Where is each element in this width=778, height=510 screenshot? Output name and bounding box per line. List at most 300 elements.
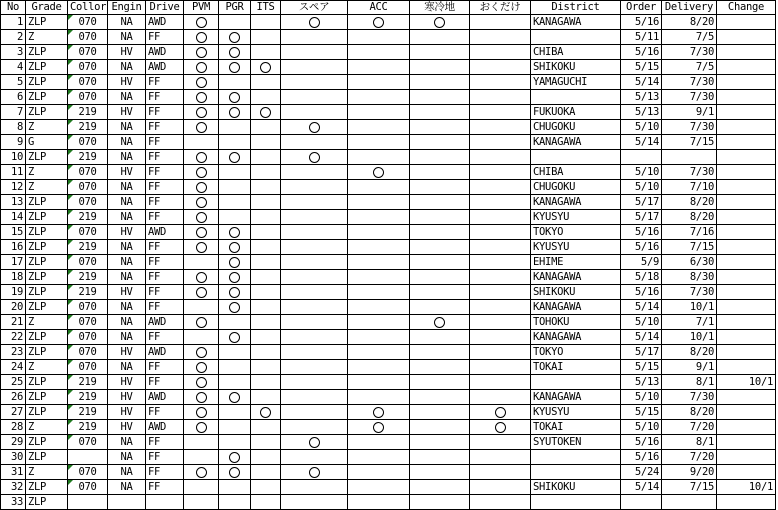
district-cell[interactable]: SHIKOKU — [531, 480, 621, 495]
district-cell[interactable]: TOHOKU — [531, 315, 621, 330]
pvm-cell[interactable] — [184, 225, 219, 240]
okudake-cell[interactable] — [470, 225, 531, 240]
cold-region-cell[interactable] — [410, 495, 470, 510]
pgr-cell[interactable] — [219, 465, 251, 480]
row-number-cell[interactable]: 8 — [1, 120, 26, 135]
pvm-cell[interactable] — [184, 120, 219, 135]
its-header[interactable]: ITS — [251, 1, 281, 15]
spare-cell[interactable] — [281, 360, 348, 375]
district-cell[interactable] — [531, 450, 621, 465]
drive-cell[interactable]: FF — [146, 330, 184, 345]
drive-cell[interactable]: FF — [146, 270, 184, 285]
engine-cell[interactable]: NA — [108, 270, 146, 285]
change-date-cell[interactable]: 10/1 — [717, 480, 776, 495]
pvm-cell[interactable] — [184, 300, 219, 315]
grade-cell[interactable]: ZLP — [26, 495, 68, 510]
drive-cell[interactable]: AWD — [146, 45, 184, 60]
change-date-cell[interactable] — [717, 105, 776, 120]
drive-cell[interactable]: FF — [146, 240, 184, 255]
engine-cell[interactable]: NA — [108, 315, 146, 330]
change-date-cell[interactable] — [717, 210, 776, 225]
pvm-cell[interactable] — [184, 30, 219, 45]
delivery-date-cell[interactable]: 7/20 — [662, 420, 717, 435]
color-cell[interactable]: 219 — [68, 390, 108, 405]
pvm-cell[interactable] — [184, 465, 219, 480]
change-date-cell[interactable] — [717, 270, 776, 285]
order-date-cell[interactable]: 5/10 — [621, 180, 662, 195]
order-date-cell[interactable]: 5/15 — [621, 60, 662, 75]
okudake-cell[interactable] — [470, 210, 531, 225]
okudake-cell[interactable] — [470, 75, 531, 90]
delivery-date-cell[interactable]: 7/10 — [662, 180, 717, 195]
delivery-date-cell[interactable]: 9/20 — [662, 465, 717, 480]
drive-header[interactable]: Drive — [146, 1, 184, 15]
district-cell[interactable]: KANAGAWA — [531, 195, 621, 210]
engine-cell[interactable]: HV — [108, 390, 146, 405]
row-number-cell[interactable]: 30 — [1, 450, 26, 465]
pgr-header[interactable]: PGR — [219, 1, 251, 15]
drive-cell[interactable]: AWD — [146, 225, 184, 240]
okudake-cell[interactable] — [470, 300, 531, 315]
order-date-cell[interactable] — [621, 495, 662, 510]
no-header[interactable]: No — [1, 1, 26, 15]
engine-cell[interactable]: HV — [108, 75, 146, 90]
cold-region-cell[interactable] — [410, 75, 470, 90]
okudake-cell[interactable] — [470, 165, 531, 180]
spare-cell[interactable] — [281, 135, 348, 150]
pvm-cell[interactable] — [184, 450, 219, 465]
row-number-cell[interactable]: 17 — [1, 255, 26, 270]
district-cell[interactable]: TOKYO — [531, 345, 621, 360]
cold-region-cell[interactable] — [410, 375, 470, 390]
order-date-cell[interactable]: 5/9 — [621, 255, 662, 270]
order-date-cell[interactable]: 5/13 — [621, 375, 662, 390]
spare-cell[interactable] — [281, 15, 348, 30]
cold-region-cell[interactable] — [410, 210, 470, 225]
drive-cell[interactable]: FF — [146, 480, 184, 495]
acc-cell[interactable] — [348, 60, 410, 75]
grade-cell[interactable]: ZLP — [26, 75, 68, 90]
engine-cell[interactable]: HV — [108, 405, 146, 420]
row-number-cell[interactable]: 15 — [1, 225, 26, 240]
acc-cell[interactable] — [348, 270, 410, 285]
acc-cell[interactable] — [348, 225, 410, 240]
delivery-date-cell[interactable]: 8/20 — [662, 210, 717, 225]
pgr-cell[interactable] — [219, 495, 251, 510]
spare-cell[interactable] — [281, 405, 348, 420]
its-cell[interactable] — [251, 420, 281, 435]
color-cell[interactable]: 070 — [68, 90, 108, 105]
color-cell[interactable] — [68, 450, 108, 465]
cold-region-header[interactable]: 寒冷地 — [410, 1, 470, 15]
order-date-cell[interactable]: 5/14 — [621, 300, 662, 315]
okudake-cell[interactable] — [470, 480, 531, 495]
engine-cell[interactable]: NA — [108, 255, 146, 270]
spare-cell[interactable] — [281, 390, 348, 405]
acc-cell[interactable] — [348, 360, 410, 375]
color-cell[interactable]: 070 — [68, 45, 108, 60]
spare-cell[interactable] — [281, 30, 348, 45]
grade-cell[interactable]: ZLP — [26, 195, 68, 210]
delivery-date-cell[interactable]: 7/15 — [662, 135, 717, 150]
district-cell[interactable]: TOKYO — [531, 225, 621, 240]
okudake-cell[interactable] — [470, 345, 531, 360]
its-cell[interactable] — [251, 285, 281, 300]
its-cell[interactable] — [251, 495, 281, 510]
change-date-cell[interactable] — [717, 300, 776, 315]
pvm-header[interactable]: PVM — [184, 1, 219, 15]
pvm-cell[interactable] — [184, 270, 219, 285]
cold-region-cell[interactable] — [410, 120, 470, 135]
district-cell[interactable]: EHIME — [531, 255, 621, 270]
delivery-date-cell[interactable]: 7/30 — [662, 90, 717, 105]
pvm-cell[interactable] — [184, 165, 219, 180]
drive-cell[interactable]: AWD — [146, 345, 184, 360]
pvm-cell[interactable] — [184, 375, 219, 390]
grade-cell[interactable]: Z — [26, 180, 68, 195]
color-cell[interactable]: 070 — [68, 30, 108, 45]
cold-region-cell[interactable] — [410, 315, 470, 330]
engine-cell[interactable]: NA — [108, 360, 146, 375]
spare-cell[interactable] — [281, 75, 348, 90]
pvm-cell[interactable] — [184, 390, 219, 405]
okudake-cell[interactable] — [470, 150, 531, 165]
acc-cell[interactable] — [348, 150, 410, 165]
row-number-cell[interactable]: 22 — [1, 330, 26, 345]
delivery-date-cell[interactable]: 7/15 — [662, 480, 717, 495]
district-cell[interactable]: KANAGAWA — [531, 15, 621, 30]
pvm-cell[interactable] — [184, 90, 219, 105]
district-header[interactable]: District — [531, 1, 621, 15]
row-number-cell[interactable]: 26 — [1, 390, 26, 405]
pvm-cell[interactable] — [184, 15, 219, 30]
district-cell[interactable]: KANAGAWA — [531, 270, 621, 285]
change-date-cell[interactable] — [717, 465, 776, 480]
acc-cell[interactable] — [348, 390, 410, 405]
pgr-cell[interactable] — [219, 390, 251, 405]
okudake-cell[interactable] — [470, 240, 531, 255]
color-cell[interactable]: 219 — [68, 375, 108, 390]
delivery-date-cell[interactable]: 8/30 — [662, 270, 717, 285]
district-cell[interactable]: KANAGAWA — [531, 390, 621, 405]
change-date-cell[interactable] — [717, 435, 776, 450]
spare-cell[interactable] — [281, 285, 348, 300]
pgr-cell[interactable] — [219, 360, 251, 375]
drive-cell[interactable]: AWD — [146, 60, 184, 75]
order-date-cell[interactable]: 5/10 — [621, 315, 662, 330]
cold-region-cell[interactable] — [410, 285, 470, 300]
drive-cell[interactable]: FF — [146, 165, 184, 180]
engine-cell[interactable]: HV — [108, 420, 146, 435]
drive-cell[interactable]: FF — [146, 285, 184, 300]
grade-cell[interactable]: ZLP — [26, 285, 68, 300]
engine-cell[interactable]: NA — [108, 180, 146, 195]
drive-cell[interactable]: FF — [146, 435, 184, 450]
color-cell[interactable]: 219 — [68, 285, 108, 300]
spare-cell[interactable] — [281, 255, 348, 270]
spare-cell[interactable] — [281, 300, 348, 315]
row-number-cell[interactable]: 24 — [1, 360, 26, 375]
okudake-cell[interactable] — [470, 465, 531, 480]
engine-cell[interactable]: NA — [108, 435, 146, 450]
color-cell[interactable]: 070 — [68, 465, 108, 480]
delivery-date-cell[interactable]: 7/30 — [662, 45, 717, 60]
delivery-date-cell[interactable]: 7/30 — [662, 165, 717, 180]
row-number-cell[interactable]: 32 — [1, 480, 26, 495]
order-header[interactable]: Order — [621, 1, 662, 15]
delivery-date-cell[interactable]: 7/16 — [662, 225, 717, 240]
pgr-cell[interactable] — [219, 75, 251, 90]
cold-region-cell[interactable] — [410, 135, 470, 150]
acc-cell[interactable] — [348, 345, 410, 360]
drive-cell[interactable]: FF — [146, 105, 184, 120]
delivery-date-cell[interactable]: 7/20 — [662, 450, 717, 465]
spare-cell[interactable] — [281, 195, 348, 210]
cold-region-cell[interactable] — [410, 405, 470, 420]
row-number-cell[interactable]: 21 — [1, 315, 26, 330]
order-date-cell[interactable]: 5/17 — [621, 195, 662, 210]
cold-region-cell[interactable] — [410, 465, 470, 480]
okudake-cell[interactable] — [470, 450, 531, 465]
acc-cell[interactable] — [348, 135, 410, 150]
pgr-cell[interactable] — [219, 330, 251, 345]
okudake-cell[interactable] — [470, 420, 531, 435]
cold-region-cell[interactable] — [410, 345, 470, 360]
acc-cell[interactable] — [348, 45, 410, 60]
row-number-cell[interactable]: 20 — [1, 300, 26, 315]
drive-cell[interactable]: FF — [146, 375, 184, 390]
drive-cell[interactable] — [146, 495, 184, 510]
drive-cell[interactable]: FF — [146, 255, 184, 270]
okudake-cell[interactable] — [470, 360, 531, 375]
color-cell[interactable]: 219 — [68, 270, 108, 285]
spare-cell[interactable] — [281, 165, 348, 180]
district-cell[interactable]: KANAGAWA — [531, 300, 621, 315]
delivery-date-cell[interactable]: 8/1 — [662, 435, 717, 450]
grade-cell[interactable]: ZLP — [26, 345, 68, 360]
change-date-cell[interactable] — [717, 240, 776, 255]
drive-cell[interactable]: FF — [146, 150, 184, 165]
row-number-cell[interactable]: 31 — [1, 465, 26, 480]
grade-cell[interactable]: ZLP — [26, 390, 68, 405]
order-date-cell[interactable]: 5/16 — [621, 285, 662, 300]
order-date-cell[interactable]: 5/16 — [621, 435, 662, 450]
acc-cell[interactable] — [348, 300, 410, 315]
engine-cell[interactable]: NA — [108, 30, 146, 45]
row-number-cell[interactable]: 23 — [1, 345, 26, 360]
okudake-cell[interactable] — [470, 30, 531, 45]
order-date-cell[interactable]: 5/15 — [621, 360, 662, 375]
grade-cell[interactable]: Z — [26, 30, 68, 45]
change-date-cell[interactable] — [717, 255, 776, 270]
pvm-cell[interactable] — [184, 405, 219, 420]
pvm-cell[interactable] — [184, 435, 219, 450]
spare-cell[interactable] — [281, 330, 348, 345]
district-cell[interactable] — [531, 375, 621, 390]
change-date-cell[interactable] — [717, 360, 776, 375]
delivery-date-cell[interactable]: 10/1 — [662, 300, 717, 315]
change-date-cell[interactable] — [717, 90, 776, 105]
order-date-cell[interactable]: 5/24 — [621, 465, 662, 480]
its-cell[interactable] — [251, 135, 281, 150]
pgr-cell[interactable] — [219, 420, 251, 435]
change-date-cell[interactable] — [717, 75, 776, 90]
acc-cell[interactable] — [348, 315, 410, 330]
color-cell[interactable]: 070 — [68, 195, 108, 210]
its-cell[interactable] — [251, 120, 281, 135]
grade-cell[interactable]: Z — [26, 165, 68, 180]
color-cell[interactable]: 070 — [68, 135, 108, 150]
color-cell[interactable]: 070 — [68, 165, 108, 180]
district-cell[interactable] — [531, 90, 621, 105]
color-cell[interactable]: 070 — [68, 345, 108, 360]
okudake-cell[interactable] — [470, 255, 531, 270]
delivery-date-cell[interactable]: 8/1 — [662, 375, 717, 390]
color-cell[interactable]: 219 — [68, 405, 108, 420]
engine-cell[interactable]: HV — [108, 285, 146, 300]
district-cell[interactable]: KYUSYU — [531, 240, 621, 255]
its-cell[interactable] — [251, 480, 281, 495]
grade-cell[interactable]: ZLP — [26, 225, 68, 240]
its-cell[interactable] — [251, 225, 281, 240]
color-cell[interactable]: 070 — [68, 330, 108, 345]
change-date-cell[interactable] — [717, 495, 776, 510]
row-number-cell[interactable]: 18 — [1, 270, 26, 285]
grade-cell[interactable]: Z — [26, 420, 68, 435]
change-date-cell[interactable] — [717, 390, 776, 405]
its-cell[interactable] — [251, 165, 281, 180]
color-cell[interactable]: 070 — [68, 180, 108, 195]
okudake-cell[interactable] — [470, 45, 531, 60]
spare-cell[interactable] — [281, 480, 348, 495]
its-cell[interactable] — [251, 210, 281, 225]
district-cell[interactable]: CHUGOKU — [531, 120, 621, 135]
acc-cell[interactable] — [348, 435, 410, 450]
pgr-cell[interactable] — [219, 210, 251, 225]
cold-region-cell[interactable] — [410, 105, 470, 120]
row-number-cell[interactable]: 4 — [1, 60, 26, 75]
delivery-date-cell[interactable]: 8/20 — [662, 405, 717, 420]
cold-region-cell[interactable] — [410, 300, 470, 315]
order-date-cell[interactable]: 5/18 — [621, 270, 662, 285]
row-number-cell[interactable]: 1 — [1, 15, 26, 30]
district-cell[interactable]: FUKUOKA — [531, 105, 621, 120]
pvm-cell[interactable] — [184, 330, 219, 345]
drive-cell[interactable]: AWD — [146, 15, 184, 30]
pvm-cell[interactable] — [184, 105, 219, 120]
order-date-cell[interactable]: 5/10 — [621, 420, 662, 435]
spare-cell[interactable] — [281, 180, 348, 195]
cold-region-cell[interactable] — [410, 450, 470, 465]
pgr-cell[interactable] — [219, 315, 251, 330]
cold-region-cell[interactable] — [410, 255, 470, 270]
district-cell[interactable]: SYUTOKEN — [531, 435, 621, 450]
pvm-cell[interactable] — [184, 60, 219, 75]
spare-cell[interactable] — [281, 150, 348, 165]
pgr-cell[interactable] — [219, 300, 251, 315]
district-cell[interactable]: SHIKOKU — [531, 285, 621, 300]
pvm-cell[interactable] — [184, 135, 219, 150]
drive-cell[interactable]: AWD — [146, 315, 184, 330]
drive-cell[interactable]: FF — [146, 120, 184, 135]
pvm-cell[interactable] — [184, 315, 219, 330]
cold-region-cell[interactable] — [410, 390, 470, 405]
pgr-cell[interactable] — [219, 120, 251, 135]
engine-cell[interactable]: NA — [108, 450, 146, 465]
acc-cell[interactable] — [348, 240, 410, 255]
order-date-cell[interactable]: 5/16 — [621, 45, 662, 60]
engine-cell[interactable] — [108, 495, 146, 510]
okudake-cell[interactable] — [470, 195, 531, 210]
pvm-cell[interactable] — [184, 360, 219, 375]
change-date-cell[interactable] — [717, 345, 776, 360]
cold-region-cell[interactable] — [410, 45, 470, 60]
drive-cell[interactable]: FF — [146, 135, 184, 150]
pgr-cell[interactable] — [219, 480, 251, 495]
row-number-cell[interactable]: 28 — [1, 420, 26, 435]
grade-cell[interactable]: ZLP — [26, 15, 68, 30]
change-date-cell[interactable] — [717, 180, 776, 195]
order-date-cell[interactable]: 5/16 — [621, 225, 662, 240]
color-cell[interactable]: 219 — [68, 150, 108, 165]
delivery-date-cell[interactable]: 9/1 — [662, 360, 717, 375]
district-cell[interactable]: CHUGOKU — [531, 180, 621, 195]
spare-cell[interactable] — [281, 495, 348, 510]
spare-cell[interactable] — [281, 270, 348, 285]
spare-cell[interactable] — [281, 45, 348, 60]
row-number-cell[interactable]: 33 — [1, 495, 26, 510]
delivery-date-cell[interactable] — [662, 150, 717, 165]
drive-cell[interactable]: FF — [146, 180, 184, 195]
row-number-cell[interactable]: 13 — [1, 195, 26, 210]
its-cell[interactable] — [251, 435, 281, 450]
order-date-cell[interactable]: 5/10 — [621, 120, 662, 135]
change-date-cell[interactable] — [717, 405, 776, 420]
grade-cell[interactable]: ZLP — [26, 480, 68, 495]
its-cell[interactable] — [251, 270, 281, 285]
spare-cell[interactable] — [281, 60, 348, 75]
order-date-cell[interactable]: 5/10 — [621, 165, 662, 180]
delivery-date-cell[interactable]: 7/1 — [662, 315, 717, 330]
cold-region-cell[interactable] — [410, 360, 470, 375]
drive-cell[interactable]: FF — [146, 75, 184, 90]
engine-cell[interactable]: NA — [108, 195, 146, 210]
okudake-cell[interactable] — [470, 285, 531, 300]
cold-region-cell[interactable] — [410, 180, 470, 195]
delivery-date-cell[interactable]: 8/20 — [662, 15, 717, 30]
drive-cell[interactable]: FF — [146, 360, 184, 375]
grade-cell[interactable]: ZLP — [26, 270, 68, 285]
okudake-cell[interactable] — [470, 390, 531, 405]
color-cell[interactable]: 219 — [68, 210, 108, 225]
change-date-cell[interactable]: 10/1 — [717, 375, 776, 390]
pgr-cell[interactable] — [219, 15, 251, 30]
order-date-cell[interactable]: 5/11 — [621, 30, 662, 45]
district-cell[interactable]: YAMAGUCHI — [531, 75, 621, 90]
okudake-cell[interactable] — [470, 120, 531, 135]
acc-cell[interactable] — [348, 405, 410, 420]
pvm-cell[interactable] — [184, 480, 219, 495]
acc-header[interactable]: ACC — [348, 1, 410, 15]
order-date-cell[interactable]: 5/17 — [621, 345, 662, 360]
engine-cell[interactable]: HV — [108, 105, 146, 120]
drive-cell[interactable]: FF — [146, 465, 184, 480]
change-date-cell[interactable] — [717, 30, 776, 45]
acc-cell[interactable] — [348, 285, 410, 300]
change-date-cell[interactable] — [717, 315, 776, 330]
grade-cell[interactable]: ZLP — [26, 405, 68, 420]
acc-cell[interactable] — [348, 165, 410, 180]
